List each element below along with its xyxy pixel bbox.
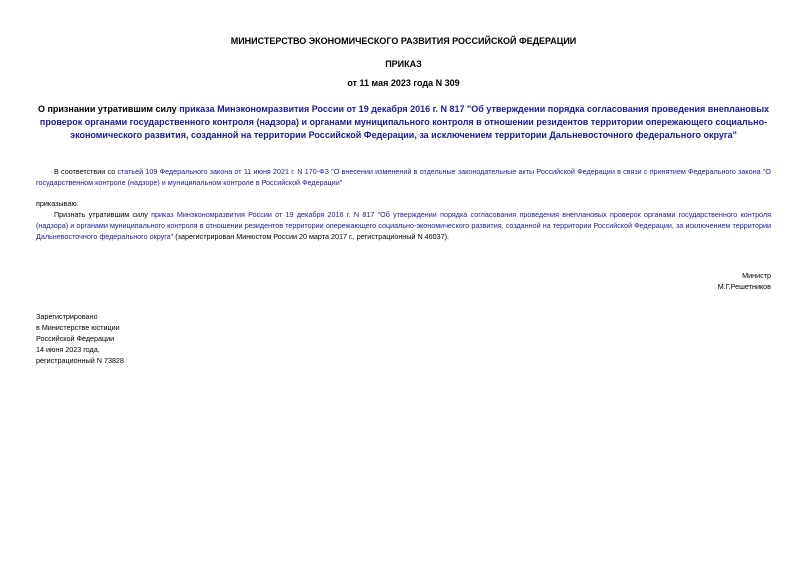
- law-article-link[interactable]: статьей 109 Федерального закона от 11 июня 2021 г. N 170-ФЗ "О внесении изменений в отдельные законодательные акты Российской Федерации в связи с принятием Федерального закона "О государственном контроле (надзоре) и муниципальном контроле в Российской Федерации": [36, 167, 771, 187]
- repealed-order-link[interactable]: приказ Минэкономразвития России от 19 декабря 2016 г. N 817 "Об утверждении порядка согласования проведения внеплановых проверок органами государственного контроля (надзора) и органами муниципального контроля в отношении резидентов территории опережающего социально-экономического развития, созданной на территории Российской Федерации, за исключением территории Дальневосточного федерального округа": [36, 210, 771, 241]
- operative-suffix: (зарегистрирован Минюстом России 20 марта 2017 г., регистрационный N 46037).: [173, 232, 450, 241]
- registration-line-4: 14 июня 2023 года,: [36, 345, 100, 354]
- operative-paragraph: [36, 209, 771, 242]
- title-link[interactable]: приказа Минэкономразвития России от 19 декабря 2016 г. N 817 "Об утверждении порядка согласования проведения внеплановых проверок органами государственного контроля (надзора) и органами муниципального контроля в отношении резидентов территории опережающего социально-экономического развития, созданной на территории Российской Федерации, за исключением территории Дальневосточного федерального округа": [39, 104, 770, 140]
- signatory-position: Министр: [742, 271, 771, 280]
- preamble-prefix: В соответствии со: [54, 167, 118, 176]
- orders-word: приказываю:: [36, 199, 79, 208]
- ministry-heading: МИНИСТЕРСТВО ЭКОНОМИЧЕСКОГО РАЗВИТИЯ РОССИЙСКОЙ ФЕДЕРАЦИИ: [230, 36, 577, 46]
- registration-line-5: регистрационный N 73828: [36, 356, 124, 365]
- signatory-name: М.Г.Решетников: [717, 282, 771, 291]
- registration-line-2: в Министерстве юстиции: [36, 323, 120, 332]
- document-type: ПРИКАЗ: [385, 59, 422, 69]
- document-date: от 11 мая 2023 года N 309: [347, 78, 460, 88]
- document-title: [36, 103, 771, 142]
- operative-prefix: Признать утратившим силу: [54, 210, 152, 219]
- registration-line-1: Зарегистрировано: [36, 312, 98, 321]
- registration-line-3: Российской Федерации: [36, 334, 115, 343]
- preamble-paragraph: [36, 166, 771, 188]
- title-prefix: О признании утратившим силу: [37, 104, 180, 114]
